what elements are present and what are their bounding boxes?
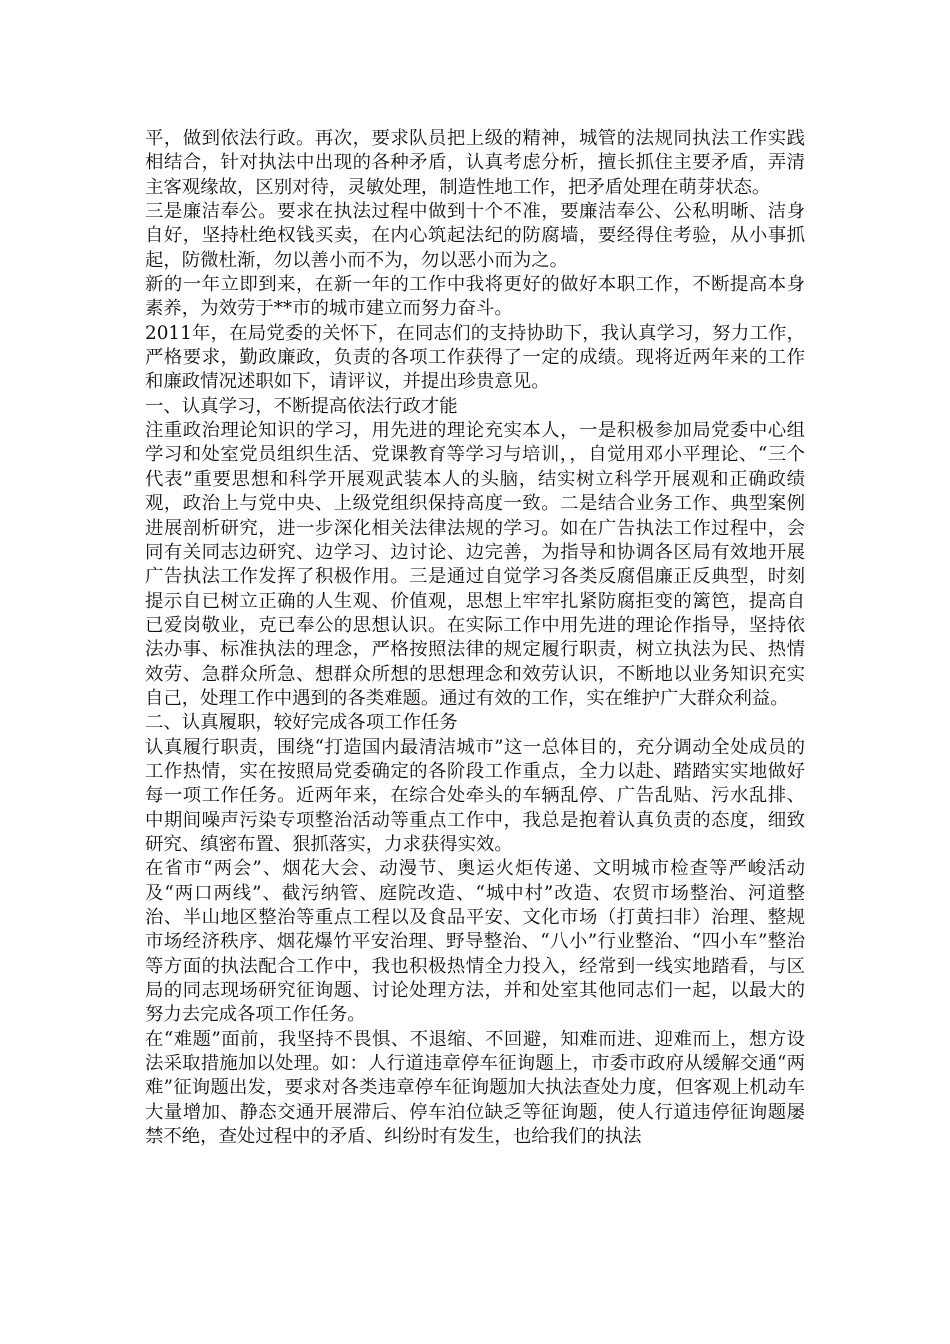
document-page: [145, 127, 805, 1149]
section-heading-study: 一、认真学习，不断提高依法行政才能: [145, 395, 458, 417]
paragraph-study: 注重政治理论知识的学习，用先进的理论充实本人，一是积极参加局党委中心组学习和处室党员组织生活、党课教育等学习与培训，，自觉用邓小平理论、“三个代表”重要思想和科学开展观武装本人的头脑，结实树立科学开展观和正确政绩观，政治上与党中央、上级党组织保持高度一致。二是结合业务工作、典型案例进展剖析研究，进一步深化相关法律法规的学习。如在广告执法工作过程中，会同有关同志边研究、边学习、边讨论、边完善，为指导和协调各区局有效地开展广告执法工作发挥了积极作用。三是通过自觉学习各类反腐倡廉正反典型，时刻提示自已树立正确的人生观、价值观，思想上牢牢扎紧防腐拒变的篱笆，提高自已爱岗敬业，克已奉公的思想认识。在实际工作中用先进的理论作指导，坚持依法办事、标准执法的理念，严格按照法律的规定履行职责，树立执法为民、热情效劳、急群众所急、想群众所想的思想理念和效劳认识，不断地以业务知识充实自己，处理工作中遇到的各类难题。通过有效的工作，实在维护广大群众利益。: [145, 420, 805, 709]
paragraph-integrity: 三是廉洁奉公。要求在执法过程中做到十个不准，要廉洁奉公、公私明晰、洁身自好，坚持杜绝权钱买卖，在内心筑起法纪的防腐墙，要经得住考验，从小事抓起，防微杜渐，勿以善小而不为，勿以恶小而为之。: [145, 201, 805, 271]
paragraph-new-year: 新的一年立即到来，在新一年的工作中我将更好的做好本职工作，不断提高本身素养，为效劳于**市的城市建立而努力奋斗。: [145, 274, 805, 320]
paragraph-enforcement-method: 平，做到依法行政。再次，要求队员把上级的精神，城管的法规同执法工作实践相结合，针对执法中出现的各种矛盾，认真考虑分析，擅长抓住主要矛盾，弄清主客观缘故，区别对待，灵敏处理，制造性地工作，把矛盾处理在萌芽状态。: [145, 128, 805, 198]
paragraph-difficulties: 在“难题”面前，我坚持不畏惧、不退缩、不回避，知难而进、迎难而上，想方设法采取措施加以处理。如：人行道违章停车征询题上，市委市政府从缓解交通“两难”征询题出发，要求对各类违章停车征询题加大执法查处力度，但客观上机动车大量增加、静态交通开展滞后、停车泊位缺乏等征询题，使人行道违停征询题屡禁不绝，查处过程中的矛盾、纠纷时有发生，也给我们的执法: [145, 1028, 805, 1148]
paragraph-events: 在省市“两会”、烟花大会、动漫节、奥运火炬传递、文明城市检查等严峻活动及“两口两线”、截污纳管、庭院改造、“城中村”改造、农贸市场整治、河道整治、半山地区整治等重点工程以及食品平安、文化市场（打黄扫非）治理、整规市场经济秩序、烟花爆竹平安治理、野导整治、“八小”行业整治、“四小车”整治等方面的执法配合工作中，我也积极热情全力投入，经常到一线实地踏看，与区局的同志现场研究征询题、讨论处理方法，并和处室其他同志们一起，以最大的努力去完成各项工作任务。: [145, 858, 805, 1026]
paragraph-duties: 认真履行职责，围绕“打造国内最清洁城市”这一总体目的，充分调动全处成员的工作热情，实在按照局党委确定的各阶段工作重点，全力以赴、踏踏实实地做好每一项工作任务。近两年来，在综合处牵头的车辆乱停、广告乱贴、污水乱排、中期间噪声污染专项整治活动等重点工作中，我总是抱着认真负责的态度，细致研究、缜密布置、狠抓落实，力求获得实效。: [145, 736, 805, 855]
paragraph-2011-intro: 2011年，在局党委的关怀下，在同志们的支持协助下，我认真学习，努力工作，严格要求，勤政廉政，负责的各项工作获得了一定的成绩。现将近两年来的工作和廉政情况述职如下，请评议，并提出珍贵意见。: [145, 322, 805, 393]
section-heading-duties: 二、认真履职，较好完成各项工作任务: [145, 712, 458, 734]
